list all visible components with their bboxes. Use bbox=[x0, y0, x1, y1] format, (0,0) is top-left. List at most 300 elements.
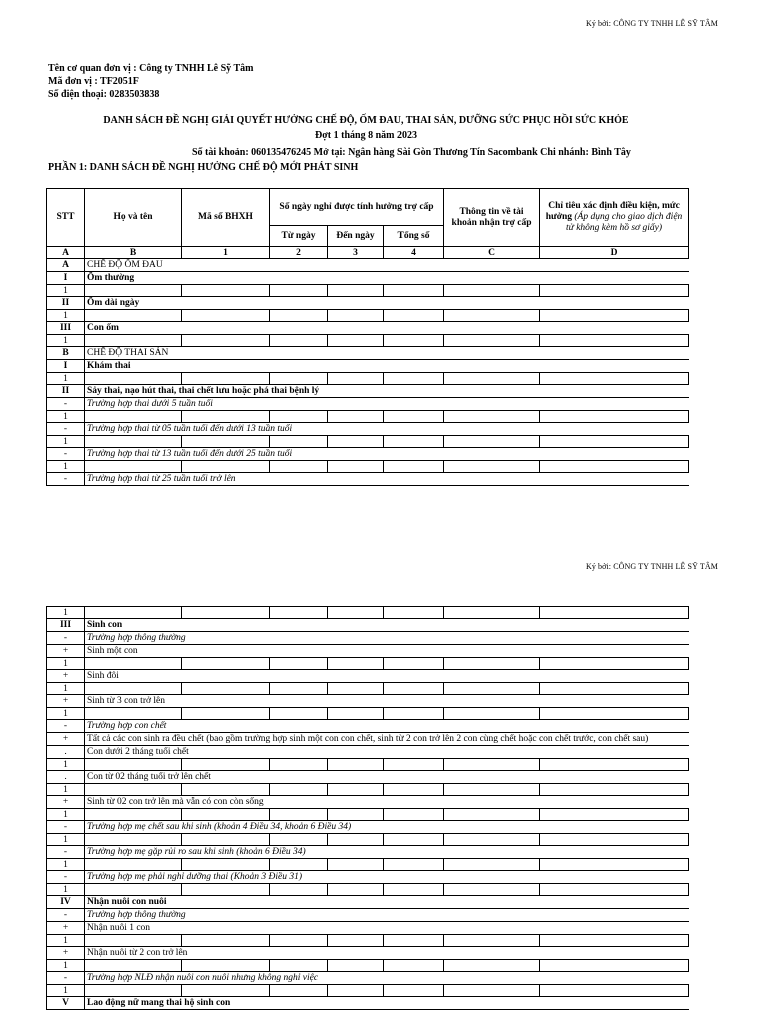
data-cell[interactable] bbox=[182, 960, 270, 972]
row-stt: 1 bbox=[47, 759, 85, 771]
data-cell[interactable] bbox=[85, 461, 182, 473]
data-cell[interactable] bbox=[85, 373, 182, 385]
data-cell[interactable] bbox=[384, 335, 444, 347]
data-cell[interactable] bbox=[85, 784, 182, 796]
group-row bbox=[47, 385, 689, 398]
data-cell[interactable] bbox=[384, 683, 444, 695]
row-label bbox=[85, 645, 689, 658]
data-cell[interactable] bbox=[328, 784, 384, 796]
data-cell[interactable] bbox=[384, 607, 444, 619]
data-cell[interactable] bbox=[540, 461, 689, 473]
data-cell[interactable] bbox=[182, 985, 270, 997]
data-cell[interactable] bbox=[270, 759, 328, 771]
data-cell[interactable] bbox=[328, 985, 384, 997]
data-cell[interactable] bbox=[270, 436, 328, 448]
row-stt: - bbox=[47, 972, 85, 985]
row-stt: + bbox=[47, 796, 85, 809]
row-label-text: Con ốm bbox=[87, 323, 119, 333]
data-cell[interactable] bbox=[85, 759, 182, 771]
row-stt: 1 bbox=[47, 310, 85, 322]
data-cell[interactable] bbox=[328, 373, 384, 385]
column-code: C bbox=[444, 247, 540, 259]
row-stt: + bbox=[47, 922, 85, 935]
data-cell[interactable] bbox=[384, 708, 444, 720]
data-cell[interactable] bbox=[182, 436, 270, 448]
row-label bbox=[85, 272, 689, 285]
data-cell[interactable] bbox=[384, 960, 444, 972]
row-stt: . bbox=[47, 771, 85, 784]
data-cell[interactable] bbox=[182, 285, 270, 297]
row-stt: + bbox=[47, 733, 85, 746]
row-label bbox=[85, 632, 689, 645]
group-row bbox=[47, 322, 689, 335]
data-cell[interactable] bbox=[540, 658, 689, 670]
data-cell[interactable] bbox=[444, 708, 540, 720]
table-row bbox=[47, 708, 689, 720]
group-row bbox=[47, 796, 689, 809]
row-label bbox=[85, 347, 689, 360]
row-label bbox=[85, 909, 689, 922]
data-cell[interactable] bbox=[270, 607, 328, 619]
group-row bbox=[47, 746, 689, 759]
data-cell[interactable] bbox=[540, 834, 689, 846]
group-row bbox=[47, 972, 689, 985]
row-label bbox=[85, 619, 689, 632]
data-cell[interactable] bbox=[444, 834, 540, 846]
data-cell[interactable] bbox=[444, 985, 540, 997]
row-label bbox=[85, 972, 689, 985]
group-row bbox=[47, 733, 689, 746]
group-row bbox=[47, 423, 689, 436]
row-label bbox=[85, 771, 689, 784]
data-cell[interactable] bbox=[270, 285, 328, 297]
row-label-text: Sảy thai, nạo hút thai, thai chết lưu hoặc phá thai bệnh lý bbox=[87, 386, 320, 396]
data-cell[interactable] bbox=[270, 411, 328, 423]
data-cell[interactable] bbox=[444, 373, 540, 385]
table-row bbox=[47, 809, 689, 821]
batch-line: Đợt 1 tháng 8 năm 2023 bbox=[315, 130, 417, 141]
row-label-text: Trường hợp thai từ 05 tuần tuổi đến dưới 13 tuần tuổi bbox=[87, 424, 293, 434]
data-cell[interactable] bbox=[270, 784, 328, 796]
group-row bbox=[47, 645, 689, 658]
header-to: Đến ngày bbox=[328, 226, 384, 247]
header-total: Tổng số bbox=[384, 226, 444, 247]
data-cell[interactable] bbox=[182, 884, 270, 896]
document-title: DANH SÁCH ĐỀ NGHỊ GIẢI QUYẾT HƯỞNG CHẾ ĐỘ, ỐM ĐAU, THAI SẢN, DƯỠNG SỨC PHỤC HỒI SỨC KHỎE bbox=[103, 115, 629, 126]
data-cell[interactable] bbox=[270, 834, 328, 846]
row-label-text: Ốm dài ngày bbox=[87, 298, 140, 308]
header-criteria bbox=[540, 189, 689, 247]
row-stt: + bbox=[47, 645, 85, 658]
group-row bbox=[47, 670, 689, 683]
data-cell[interactable] bbox=[540, 373, 689, 385]
data-cell[interactable] bbox=[270, 683, 328, 695]
table-row bbox=[47, 759, 689, 771]
row-stt: - bbox=[47, 821, 85, 834]
data-cell[interactable] bbox=[540, 960, 689, 972]
data-cell[interactable] bbox=[540, 784, 689, 796]
row-stt: . bbox=[47, 746, 85, 759]
row-label-text: Trường hợp mẹ phải nghỉ dưỡng thai (Khoản 3 Điều 31) bbox=[87, 872, 303, 882]
data-cell[interactable] bbox=[85, 310, 182, 322]
data-cell[interactable] bbox=[85, 935, 182, 947]
row-stt: I bbox=[47, 272, 85, 285]
row-stt: 1 bbox=[47, 708, 85, 720]
row-stt: + bbox=[47, 670, 85, 683]
group-row bbox=[47, 871, 689, 884]
data-cell[interactable] bbox=[270, 708, 328, 720]
row-stt: 1 bbox=[47, 411, 85, 423]
data-cell[interactable] bbox=[540, 285, 689, 297]
data-cell[interactable] bbox=[85, 809, 182, 821]
row-label bbox=[85, 322, 689, 335]
data-cell[interactable] bbox=[540, 683, 689, 695]
row-stt: 1 bbox=[47, 607, 85, 619]
row-stt: - bbox=[47, 423, 85, 436]
data-cell[interactable] bbox=[384, 784, 444, 796]
data-cell[interactable] bbox=[270, 461, 328, 473]
table-row bbox=[47, 834, 689, 846]
row-stt: 1 bbox=[47, 373, 85, 385]
row-label bbox=[85, 846, 689, 859]
row-label bbox=[85, 720, 689, 733]
row-stt: 1 bbox=[47, 784, 85, 796]
data-cell[interactable] bbox=[270, 658, 328, 670]
data-cell[interactable] bbox=[384, 809, 444, 821]
row-stt: A bbox=[47, 259, 85, 272]
data-cell[interactable] bbox=[85, 859, 182, 871]
data-cell[interactable] bbox=[444, 461, 540, 473]
row-stt: - bbox=[47, 398, 85, 411]
data-cell[interactable] bbox=[270, 809, 328, 821]
data-cell[interactable] bbox=[444, 436, 540, 448]
data-cell[interactable] bbox=[384, 859, 444, 871]
row-label-text: CHẾ ĐỘ THAI SẢN bbox=[87, 348, 169, 358]
row-label-text: Trường hợp thông thường bbox=[87, 633, 186, 643]
data-cell[interactable] bbox=[384, 834, 444, 846]
header-account-info: Thông tin về tài khoản nhận trợ cấp bbox=[444, 189, 540, 247]
row-stt: 1 bbox=[47, 884, 85, 896]
data-cell[interactable] bbox=[85, 708, 182, 720]
data-cell[interactable] bbox=[328, 759, 384, 771]
data-cell[interactable] bbox=[444, 809, 540, 821]
data-cell[interactable] bbox=[328, 708, 384, 720]
data-cell[interactable] bbox=[540, 607, 689, 619]
data-cell[interactable] bbox=[85, 960, 182, 972]
data-cell[interactable] bbox=[85, 658, 182, 670]
column-code: 3 bbox=[328, 247, 384, 259]
row-stt: - bbox=[47, 473, 85, 486]
row-label bbox=[85, 796, 689, 809]
row-stt: 1 bbox=[47, 859, 85, 871]
row-label-text: CHẾ ĐỘ ỐM ĐAU bbox=[87, 260, 163, 270]
row-stt: - bbox=[47, 871, 85, 884]
data-cell[interactable] bbox=[182, 784, 270, 796]
header-days-group: Số ngày nghỉ được tính hưởng trợ cấp bbox=[270, 189, 444, 226]
group-row bbox=[47, 947, 689, 960]
data-cell[interactable] bbox=[328, 335, 384, 347]
data-cell[interactable] bbox=[444, 683, 540, 695]
row-label bbox=[85, 423, 689, 436]
data-cell[interactable] bbox=[444, 658, 540, 670]
data-cell[interactable] bbox=[384, 884, 444, 896]
row-label-text: Lao động nữ mang thai hộ sinh con bbox=[87, 998, 231, 1008]
row-label-text: Trường hợp thai dưới 5 tuần tuổi bbox=[87, 399, 213, 409]
data-cell[interactable] bbox=[540, 809, 689, 821]
data-cell[interactable] bbox=[540, 335, 689, 347]
row-label bbox=[85, 922, 689, 935]
data-cell[interactable] bbox=[540, 708, 689, 720]
data-cell[interactable] bbox=[384, 373, 444, 385]
row-label bbox=[85, 997, 689, 1010]
row-label bbox=[85, 695, 689, 708]
row-label bbox=[85, 385, 689, 398]
data-cell[interactable] bbox=[384, 310, 444, 322]
group-row bbox=[47, 896, 689, 909]
row-stt: III bbox=[47, 322, 85, 335]
row-label-text: Ốm thường bbox=[87, 273, 135, 283]
data-cell[interactable] bbox=[444, 285, 540, 297]
data-cell[interactable] bbox=[444, 411, 540, 423]
data-cell[interactable] bbox=[328, 960, 384, 972]
row-label-text: Trường hợp mẹ gặp rủi ro sau khi sinh (khoản 6 Điều 34) bbox=[87, 847, 306, 857]
group-row bbox=[47, 720, 689, 733]
table-row bbox=[47, 436, 689, 448]
data-cell[interactable] bbox=[85, 683, 182, 695]
group-row bbox=[47, 909, 689, 922]
column-code: 4 bbox=[384, 247, 444, 259]
data-cell[interactable] bbox=[85, 834, 182, 846]
data-cell[interactable] bbox=[540, 935, 689, 947]
data-cell[interactable] bbox=[384, 436, 444, 448]
table-body bbox=[47, 259, 689, 486]
data-cell[interactable] bbox=[182, 859, 270, 871]
data-cell[interactable] bbox=[270, 884, 328, 896]
column-code: B bbox=[85, 247, 182, 259]
data-cell[interactable] bbox=[384, 411, 444, 423]
digital-signature-note: Ký bởi: CÔNG TY TNHH LÊ SỸ TÂM bbox=[585, 19, 718, 28]
unit-name: Tên cơ quan đơn vị : Công ty TNHH Lê Sỹ Tâm bbox=[48, 63, 254, 74]
data-cell[interactable] bbox=[444, 310, 540, 322]
data-cell[interactable] bbox=[270, 310, 328, 322]
group-row bbox=[47, 771, 689, 784]
data-cell[interactable] bbox=[540, 884, 689, 896]
row-label-text: Con từ 02 tháng tuổi trở lên chết bbox=[87, 772, 211, 782]
data-cell[interactable] bbox=[328, 436, 384, 448]
data-cell[interactable] bbox=[85, 436, 182, 448]
data-cell[interactable] bbox=[270, 935, 328, 947]
bank-account-line: Số tài khoản: 060135476245 Mở tại: Ngân hàng Sài Gòn Thương Tín Sacombank Chi nhánh: Bình Tây bbox=[192, 147, 631, 158]
data-cell[interactable] bbox=[540, 859, 689, 871]
row-label bbox=[85, 297, 689, 310]
row-label bbox=[85, 360, 689, 373]
data-cell[interactable] bbox=[270, 373, 328, 385]
data-cell[interactable] bbox=[384, 285, 444, 297]
table-row bbox=[47, 285, 689, 297]
row-label-text: Trường hợp con chết bbox=[87, 721, 167, 731]
row-label bbox=[85, 896, 689, 909]
row-stt: IV bbox=[47, 896, 85, 909]
data-cell[interactable] bbox=[384, 658, 444, 670]
header-from: Từ ngày bbox=[270, 226, 328, 247]
row-stt: 1 bbox=[47, 834, 85, 846]
data-cell[interactable] bbox=[270, 985, 328, 997]
row-stt: - bbox=[47, 720, 85, 733]
header-bhxh: Mã số BHXH bbox=[182, 189, 270, 247]
data-cell[interactable] bbox=[182, 373, 270, 385]
row-stt: 1 bbox=[47, 935, 85, 947]
data-cell[interactable] bbox=[384, 935, 444, 947]
data-cell[interactable] bbox=[328, 607, 384, 619]
data-cell[interactable] bbox=[270, 335, 328, 347]
data-cell[interactable] bbox=[85, 411, 182, 423]
row-stt: 1 bbox=[47, 658, 85, 670]
data-cell[interactable] bbox=[182, 759, 270, 771]
data-cell[interactable] bbox=[328, 884, 384, 896]
row-label-text: Trường hợp mẹ chết sau khi sinh (khoản 4 Điều 34, khoản 6 Điều 34) bbox=[87, 822, 352, 832]
data-cell[interactable] bbox=[182, 335, 270, 347]
data-cell[interactable] bbox=[444, 935, 540, 947]
row-stt: II bbox=[47, 297, 85, 310]
data-cell[interactable] bbox=[182, 658, 270, 670]
table-row bbox=[47, 335, 689, 347]
data-cell[interactable] bbox=[182, 809, 270, 821]
row-stt: I bbox=[47, 360, 85, 373]
data-cell[interactable] bbox=[85, 285, 182, 297]
row-label-text: Nhận nuôi 1 con bbox=[87, 923, 151, 933]
data-cell[interactable] bbox=[444, 759, 540, 771]
table-row bbox=[47, 683, 689, 695]
data-cell[interactable] bbox=[540, 310, 689, 322]
data-cell[interactable] bbox=[384, 759, 444, 771]
table-row bbox=[47, 607, 689, 619]
data-cell[interactable] bbox=[328, 859, 384, 871]
data-cell[interactable] bbox=[444, 859, 540, 871]
data-cell[interactable] bbox=[182, 708, 270, 720]
data-cell[interactable] bbox=[328, 285, 384, 297]
data-cell[interactable] bbox=[328, 411, 384, 423]
header-criteria-note: (Áp dụng cho giao dịch điện tử không kèm hồ sơ giấy) bbox=[566, 212, 683, 233]
column-code: D bbox=[540, 247, 689, 259]
data-cell[interactable] bbox=[444, 607, 540, 619]
row-label-text: Tất cả các con sinh ra đều chết (bao gồm trường hợp sinh một con con chết, sinh từ 2 con trở lên 2 con cùng chết hoặc con chết trước, con chết sau) bbox=[87, 734, 649, 744]
row-label-text: Sinh từ 3 con trở lên bbox=[87, 696, 165, 706]
row-label bbox=[85, 670, 689, 683]
header-criteria-label: Chỉ tiêu xác định điều kiện, mức hưởng bbox=[545, 201, 680, 222]
group-row bbox=[47, 473, 689, 486]
group-row bbox=[47, 398, 689, 411]
group-row bbox=[47, 846, 689, 859]
data-cell[interactable] bbox=[540, 759, 689, 771]
row-label-text: Sinh một con bbox=[87, 646, 138, 656]
data-cell[interactable] bbox=[384, 985, 444, 997]
data-cell[interactable] bbox=[540, 985, 689, 997]
table-row bbox=[47, 658, 689, 670]
data-cell[interactable] bbox=[328, 310, 384, 322]
row-label-text: Trường hợp thai từ 25 tuần tuổi trở lên bbox=[87, 474, 236, 484]
table-row bbox=[47, 461, 689, 473]
row-label bbox=[85, 947, 689, 960]
data-cell[interactable] bbox=[182, 834, 270, 846]
data-cell[interactable] bbox=[182, 683, 270, 695]
row-label bbox=[85, 473, 689, 486]
header-stt: STT bbox=[47, 189, 85, 247]
row-label bbox=[85, 259, 689, 272]
row-label bbox=[85, 448, 689, 461]
row-stt: 1 bbox=[47, 683, 85, 695]
group-row bbox=[47, 448, 689, 461]
row-label bbox=[85, 871, 689, 884]
data-cell[interactable] bbox=[328, 683, 384, 695]
data-cell[interactable] bbox=[85, 607, 182, 619]
row-stt: - bbox=[47, 909, 85, 922]
data-cell[interactable] bbox=[85, 985, 182, 997]
data-cell[interactable] bbox=[328, 935, 384, 947]
data-cell[interactable] bbox=[182, 310, 270, 322]
data-cell[interactable] bbox=[328, 809, 384, 821]
group-row bbox=[47, 922, 689, 935]
group-row bbox=[47, 821, 689, 834]
data-cell[interactable] bbox=[182, 607, 270, 619]
group-row bbox=[47, 997, 689, 1010]
data-cell[interactable] bbox=[384, 461, 444, 473]
benefit-table-page-2 bbox=[46, 606, 689, 1010]
table-row bbox=[47, 411, 689, 423]
row-label bbox=[85, 398, 689, 411]
data-cell[interactable] bbox=[182, 935, 270, 947]
row-label bbox=[85, 746, 689, 759]
data-cell[interactable] bbox=[328, 461, 384, 473]
data-cell[interactable] bbox=[444, 335, 540, 347]
table-row bbox=[47, 310, 689, 322]
table-body bbox=[47, 607, 689, 1010]
column-code: 2 bbox=[270, 247, 328, 259]
data-cell[interactable] bbox=[444, 884, 540, 896]
section-heading: PHẦN 1: DANH SÁCH ĐỀ NGHỊ HƯỞNG CHẾ ĐỘ MỚI PHÁT SINH bbox=[48, 162, 359, 173]
data-cell[interactable] bbox=[328, 658, 384, 670]
row-stt: 1 bbox=[47, 285, 85, 297]
row-stt: - bbox=[47, 448, 85, 461]
data-cell[interactable] bbox=[444, 784, 540, 796]
row-label bbox=[85, 821, 689, 834]
row-stt: III bbox=[47, 619, 85, 632]
data-cell[interactable] bbox=[182, 411, 270, 423]
table-row bbox=[47, 935, 689, 947]
data-cell[interactable] bbox=[540, 411, 689, 423]
data-cell[interactable] bbox=[444, 960, 540, 972]
data-cell[interactable] bbox=[540, 436, 689, 448]
row-stt: - bbox=[47, 632, 85, 645]
data-cell[interactable] bbox=[85, 335, 182, 347]
group-row bbox=[47, 347, 689, 360]
header-name: Họ và tên bbox=[85, 189, 182, 247]
column-code: 1 bbox=[182, 247, 270, 259]
data-cell[interactable] bbox=[328, 834, 384, 846]
group-row bbox=[47, 695, 689, 708]
group-row bbox=[47, 297, 689, 310]
data-cell[interactable] bbox=[182, 461, 270, 473]
data-cell[interactable] bbox=[85, 884, 182, 896]
data-cell[interactable] bbox=[270, 960, 328, 972]
group-row bbox=[47, 259, 689, 272]
row-label-text: Sinh con bbox=[87, 620, 123, 630]
data-cell[interactable] bbox=[270, 859, 328, 871]
row-stt: II bbox=[47, 385, 85, 398]
row-stt: 1 bbox=[47, 985, 85, 997]
row-label-text: Sinh từ 02 con trở lên mà vẫn có con còn sống bbox=[87, 797, 264, 807]
table-row bbox=[47, 985, 689, 997]
group-row bbox=[47, 632, 689, 645]
